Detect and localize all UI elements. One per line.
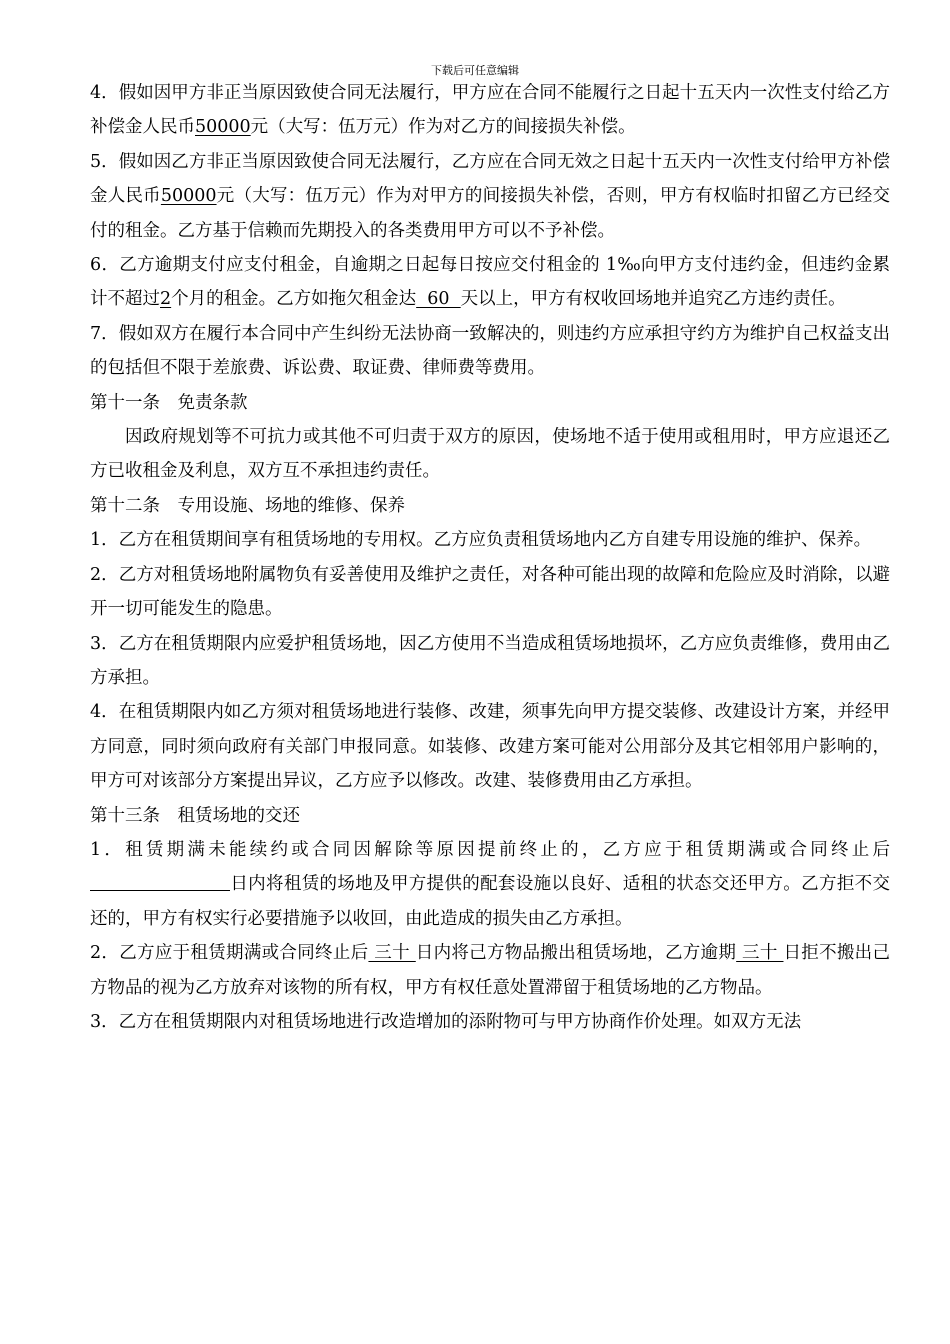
clause-10-item-4: 4．假如因甲方非正当原因致使合同无法履行，甲方应在合同不能履行之日起十五天内一次性支付给乙方补偿金人民币50000元（大写：伍万元）作为对乙方的间接损失补偿。	[90, 83, 890, 138]
clause-12-item-3: 3．乙方在租赁期限内应爱护租赁场地，因乙方使用不当造成租赁场地损坏，乙方应负责维修，费用由乙方承担。	[90, 633, 890, 688]
clause-10-item-7: 7．假如双方在履行本合同中产生纠纷无法协商一致解决的，则违约方应承担守约方为维护自己权益支出的包括但不限于差旅费、诉讼费、取证费、律师费等费用。	[90, 323, 890, 379]
section-heading-12: 第十二条 专用设施、场地的维修、保养	[90, 495, 405, 516]
section-heading-13: 第十三条 租赁场地的交还	[90, 805, 300, 826]
clause-13-item-2: 2．乙方应于租赁期满或合同终止后 三十 日内将己方物品搬出租赁场地，乙方逾期 三十 日拒不搬出己方物品的视为乙方放弃对该物的所有权，甲方有权任意处置滞留于租赁场地的乙方物品。	[90, 943, 890, 998]
clause-10-item-6: 6．乙方逾期支付应支付租金，自逾期之日起每日按应交付租金的 1‰向甲方支付违约金，但违约金累计不超过2个月的租金。乙方如拖欠租金达 60 天以上，甲方有权收回场地并追究乙方违约责任。	[90, 255, 890, 310]
clause-12-item-4: 4．在租赁期限内如乙方须对租赁场地进行装修、改建，须事先向甲方提交装修、改建设计方案，并经甲方同意，同时须向政府有关部门申报同意。如装修、改建方案可能对公用部分及其它相邻用户影响的，甲方可对该部分方案提出异议，乙方应予以修改。改建、装修费用由乙方承担。	[90, 702, 890, 792]
clause-12-item-1: 1．乙方在租赁期间享有租赁场地的专用权。乙方应负责租赁场地内乙方自建专用设施的维护、保养。	[90, 530, 872, 551]
page-header-note: 下载后可任意编辑	[431, 64, 519, 77]
clause-10-item-5: 5．假如因乙方非正当原因致使合同无法履行，乙方应在合同无效之日起十五天内一次性支付给甲方补偿金人民币50000元（大写：伍万元）作为对甲方的间接损失补偿，否则，甲方有权临时扣留乙方已经交付的租金。乙方基于信赖而先期投入的各类费用甲方可以不予补偿。	[90, 151, 890, 241]
clause-11-text: 因政府规划等不可抗力或其他不可归责于双方的原因，使场地不适于使用或租用时，甲方应退还乙方已收租金及利息，双方互不承担违约责任。	[90, 427, 890, 482]
document-body	[90, 76, 890, 1039]
section-heading-11: 第十一条 免责条款	[90, 392, 248, 413]
clause-12-item-2: 2．乙方对租赁场地附属物负有妥善使用及维护之责任，对各种可能出现的故障和危险应及时消除，以避开一切可能发生的隐患。	[90, 564, 890, 620]
clause-13-item-1: 1．租赁期满未能续约或合同因解除等原因提前终止的，乙方应于租赁期满或合同终止后日内将租赁的场地及甲方提供的配套设施以良好、适租的状态交还甲方。乙方拒不交还的，甲方有权实行必要措施予以收回，由此造成的损失由乙方承担。	[90, 839, 890, 929]
clause-13-item-3: 3．乙方在租赁期限内对租赁场地进行改造增加的添附物可与甲方协商作价处理。如双方无法	[90, 1011, 802, 1032]
blank-days-field	[90, 873, 230, 892]
